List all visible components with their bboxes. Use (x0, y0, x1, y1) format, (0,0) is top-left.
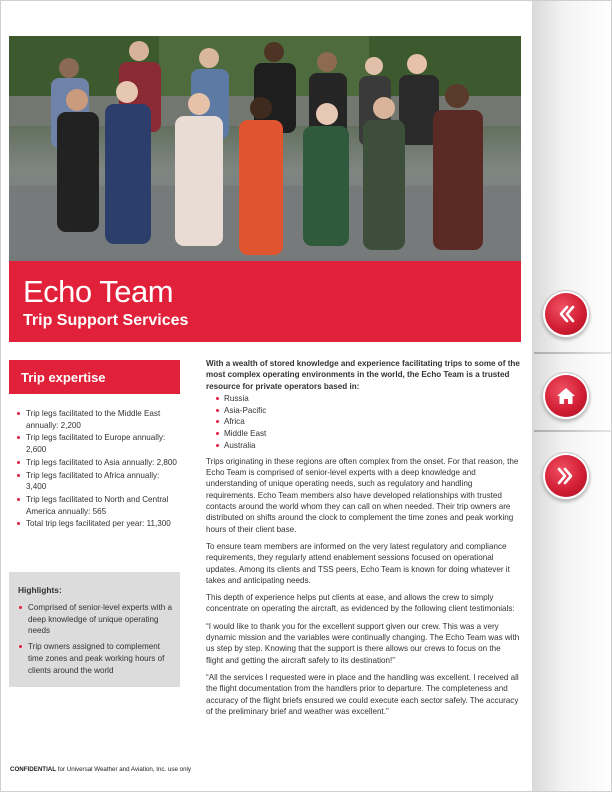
list-item: Trip legs facilitated to Asia annually: 2,800 (16, 457, 178, 469)
home-button[interactable] (545, 375, 587, 417)
list-item: Total trip legs facilitated per year: 11,300 (16, 518, 178, 530)
highlights-list (18, 602, 172, 676)
list-item: Trip owners assigned to complement time zones and peak working hours of clients around the world (18, 641, 172, 676)
list-item: Trip legs facilitated to Europe annually: 2,600 (16, 432, 178, 455)
footer-text: for Universal Weather and Aviation, Inc. use only (56, 766, 191, 773)
back-button[interactable] (545, 293, 587, 335)
testimonial: “All the services I requested were in place and the handling was excellent. I received all the flight documentation from the handlers prior to departure. The completeness and accuracy of the flight briefs ensured we could execute each sector safely. The accuracy of the preliminary brief and weather was excellent.” (206, 672, 519, 716)
highlights-box (9, 572, 180, 687)
body-paragraph: To ensure team members are informed on the very latest regulatory and compliance requirements, they regularly attend enablement sessions focused on operational updates. Among its clients and TSS peers, Echo Team is known for doing whatever it takes and anticipating needs. (206, 541, 510, 585)
page-title: Echo Team (23, 274, 174, 309)
regions-list (216, 393, 520, 452)
home-icon (554, 384, 578, 408)
list-item: Trip legs facilitated to Africa annually: 3,400 (16, 470, 178, 493)
list-item: Africa (216, 416, 520, 428)
list-item: Trip legs facilitated to the Middle East annually: 2,200 (16, 408, 178, 431)
title-band (9, 261, 521, 342)
forward-button[interactable] (545, 455, 587, 497)
list-item: Asia-Pacific (216, 405, 520, 417)
confidential-footer (10, 766, 191, 773)
list-item: Russia (216, 393, 520, 405)
body-paragraph: Trips originating in these regions are often complex from the onset. For that reason, the Echo Team is comprised of senior-level experts with a deep knowledge and understanding of unique operating needs, such as regulatory and handling requirements. Echo Team members also have developed relationships with trusted contacts around the world whom they can call on when needed. Their trip owners are distributed on shifts around the clock to complement the time zones and peak working hours of their client base. (206, 456, 519, 534)
intro-paragraph: With a wealth of stored knowledge and experience facilitating trips to some of the most complex operating environments in the world, the Echo Team is a trusted resource for private operators based in: (206, 359, 520, 391)
list-item: Comprised of senior-level experts with a deep knowledge of unique operating needs (18, 602, 172, 637)
double-chevron-right-icon (554, 464, 578, 488)
list-item: Australia (216, 440, 520, 452)
confidential-label: CONFIDENTIAL (10, 766, 57, 773)
testimonial: “I would like to thank you for the excellent support given our crew. This was a very dynamic mission and the variables were continually changing. The Echo Team was with us step by step. Knowing that the support is there allows our crews to focus on the flight and getting the aircraft safely to its destination!” (206, 621, 520, 665)
list-item: Middle East (216, 428, 520, 440)
expertise-list (16, 408, 178, 531)
nav-divider (534, 430, 612, 432)
expertise-heading: Trip expertise (9, 360, 180, 394)
list-item: Trip legs facilitated to North and Central America annually: 565 (16, 494, 178, 517)
team-photo-illustration (9, 36, 521, 261)
nav-divider (534, 352, 612, 354)
highlights-title: Highlights: (18, 585, 62, 595)
page-subtitle: Trip Support Services (23, 312, 189, 329)
double-chevron-left-icon (554, 302, 578, 326)
team-photo (9, 36, 521, 261)
body-paragraph: This depth of experience helps put clients at ease, and allows the crew to simply concentrate on operating the aircraft, as evidenced by the following client testimonials: (206, 593, 515, 614)
main-content (206, 358, 520, 723)
